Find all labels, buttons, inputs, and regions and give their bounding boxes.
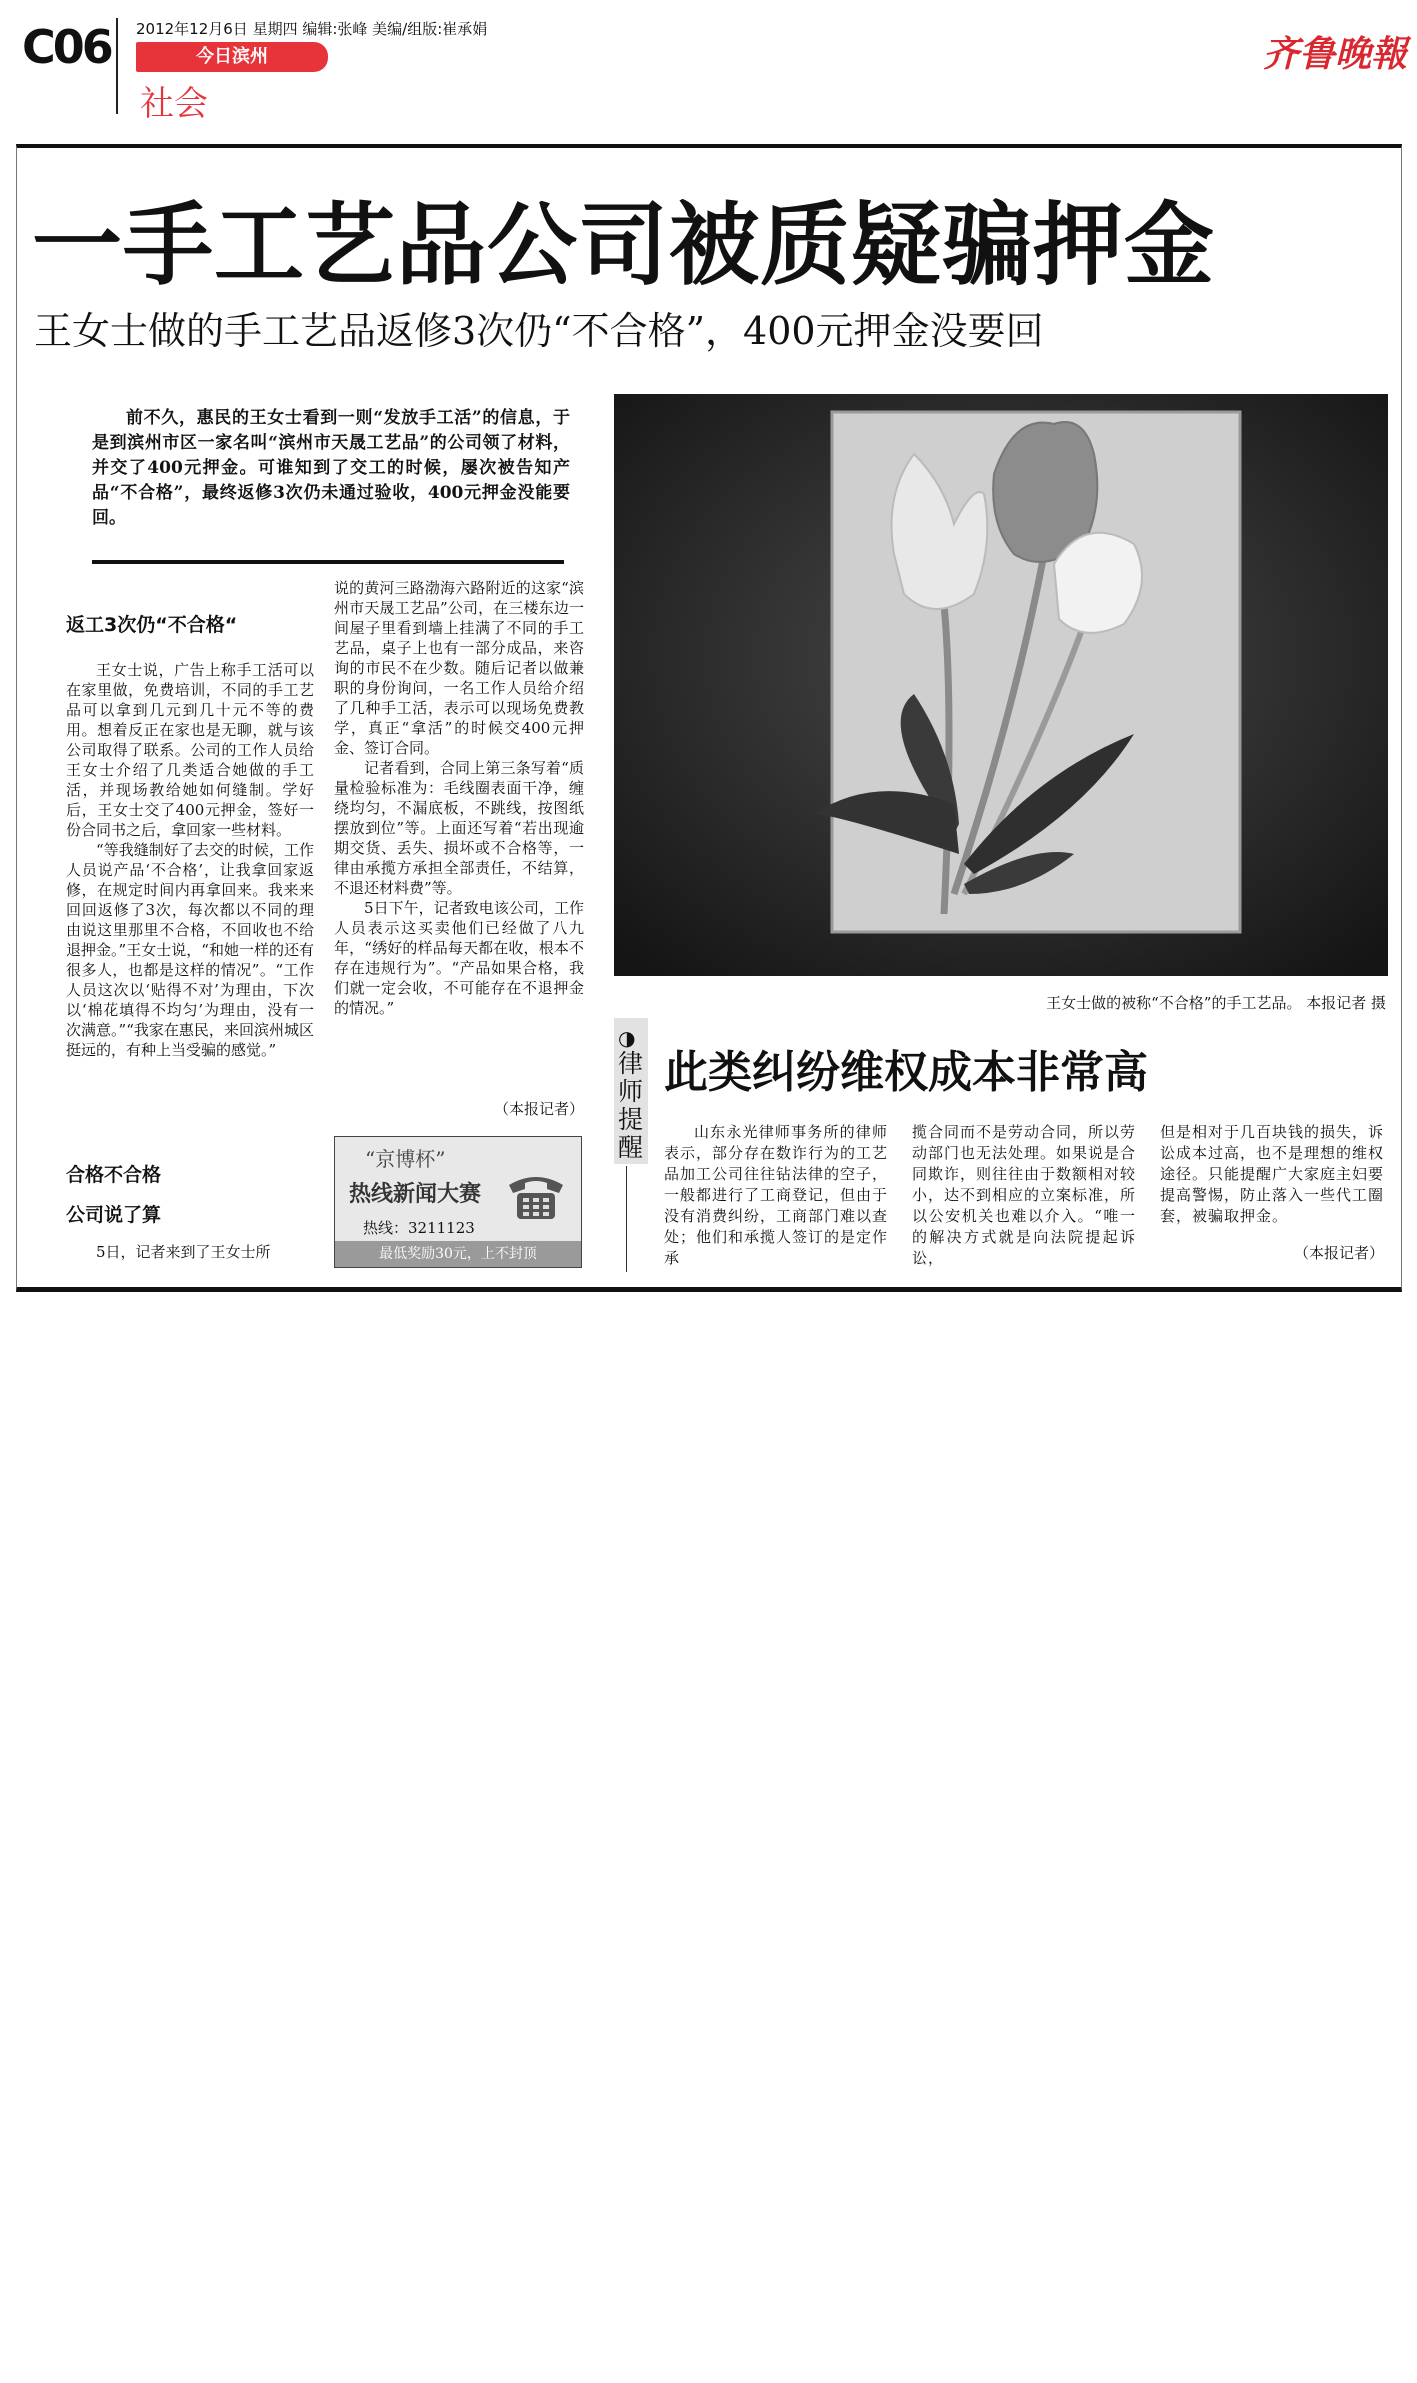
subtitle-qualified-2: 公司说了算 <box>66 1204 162 1226</box>
paragraph: 王女士说，广告上称手工活可以在家里做，免费培训，不同的手工艺品可以拿到几元到几十元不等的费用。想着反正在家也是无聊，就与该公司取得了联系。公司的工作人员给王女士介绍了几类适合她做的手工活，并现场教给她如何缝制。学好后，王女士交了400元押金，签好一份合同书之后，拿回家一些材料。 <box>66 661 314 839</box>
subheadline: 王女士做的手工艺品返修3次仍“不合格”，400元押金没要回 <box>34 309 1044 353</box>
flower-photo <box>614 394 1388 976</box>
lead-divider <box>92 560 564 564</box>
section-tag: 今日滨州 <box>136 42 328 72</box>
legal-column-1: 山东永光律师事务所的律师表示，部分存在数诈行为的工艺品加工公司往往钻法律的空子，一般都进行了工商登记，但由于没有消费纠纷，工商部门难以查处；他们和承揽人签订的是定作承 <box>664 1123 889 1267</box>
section-name: 社会 <box>140 84 208 124</box>
reminder-divider <box>626 1166 627 1272</box>
half-circle-icon: ◑ <box>618 1026 636 1050</box>
header-divider <box>116 18 118 114</box>
masthead-logo: 齐鲁晚報 <box>1262 33 1407 75</box>
legal-reporter-credit: （本报记者） <box>1293 1244 1384 1262</box>
paragraph: 说的黄河三路渤海六路附近的这家“滨州市天晟工艺品”公司，在三楼东边一间屋子里看到墙上挂满了不同的手工艺品，桌子上也有一部分成品，来咨询的市民不在少数。随后记者以做兼职的身份询问，一名工作人员给介绍了几种手工活，表示可以现场免费教学，真正“拿活”的时候交400元押金、签订合同。 <box>334 579 584 757</box>
headline: 一手工艺品公司被质疑骗押金 <box>32 193 1215 298</box>
subtitle-qualified-1: 合格不合格 <box>66 1164 162 1186</box>
legal-column-2: 揽合同而不是劳动合同，所以劳动部门也无法处理。如果说是合同欺诈，则往往由于数额相对较小，达不到相应的立案标准，所以公安机关也难以介入。“唯一的解决方式就是向法院提起诉讼， <box>912 1123 1137 1267</box>
ad-title: 热线新闻大赛 <box>349 1182 482 1207</box>
paragraph: 5日下午，记者致电该公司，工作人员表示这买卖他们已经做了八九年，“绣好的样品每天都在收，根本不存在违规行为”。“产品如果合格，我们就一定会收，不可能存在不退押金的情况。” <box>334 899 584 1017</box>
body-column-2 <box>334 578 584 1018</box>
photo-caption: 王女士做的被称“不合格”的手工艺品。 本报记者 摄 <box>1046 994 1386 1012</box>
ad-footer: 最低奖励30元，上不封顶 <box>335 1241 581 1267</box>
telephone-icon <box>503 1167 569 1223</box>
ad-cup-name: “京博杯” <box>365 1147 446 1171</box>
header-meta: 2012年12月6日 星期四 编辑:张峰 美编/组版:崔承娟 <box>136 20 488 38</box>
ad-hotline: 热线：3211123 <box>363 1219 475 1237</box>
page-number: C06 <box>22 20 111 74</box>
reminder-label: 律师提醒 <box>618 1049 644 1162</box>
subtitle-rework: 返工3次仍“不合格“ <box>66 614 238 636</box>
paragraph: “等我缝制好了去交的时候，工作人员说产品‘不合格’，让我拿回家返修，在规定时间内再拿回来。我来来回回返修了3次，每次都以不同的理由说这里那里不合格，不回收也不给退押金。”王女士说，“和她一样的还有很多人，也都是这样的情况”。“工作人员这次以‘贴得不对’为理由，下次以‘棉花填得不均匀’为理由，没有一次满意。”“我家在惠民，来回滨州城区挺远的，有种上当受骗的感觉。” <box>66 841 314 1059</box>
body-column-1 <box>66 660 314 1060</box>
hotline-ad[interactable] <box>334 1136 582 1268</box>
paragraph: 记者看到，合同上第三条写着“质量检验标准为：毛线圈表面干净，缠绕均匀，不漏底板，不跳线，按图纸摆放到位”等。上面还写着“若出现逾期交货、丢失、损坏或不合格等，一律由承揽方承担全部责任，不结算，不退还材料费”等。 <box>334 759 584 897</box>
reporter-credit: （本报记者） <box>493 1100 584 1118</box>
legal-title: 此类纠纷维权成本非常高 <box>664 1047 1148 1098</box>
lead-paragraph: 前不久，惠民的王女士看到一则“发放手工活”的信息，于是到滨州市区一家名叫“滨州市天晟工艺品”的公司领了材料，并交了400元押金。可谁知到了交工的时候，屡次被告知产品“不合格”，最终返修3次仍未通过验收，400元押金没能要回。 <box>92 408 570 528</box>
body-column-1-tail: 5日，记者来到了王女士所 <box>96 1243 271 1261</box>
legal-column-3: 但是相对于几百块钱的损失，诉讼成本过高，也不是理想的维权途径。只能提醒广大家庭主妇要提高警惕，防止落入一些代工圈套，被骗取押金。 <box>1160 1123 1385 1225</box>
